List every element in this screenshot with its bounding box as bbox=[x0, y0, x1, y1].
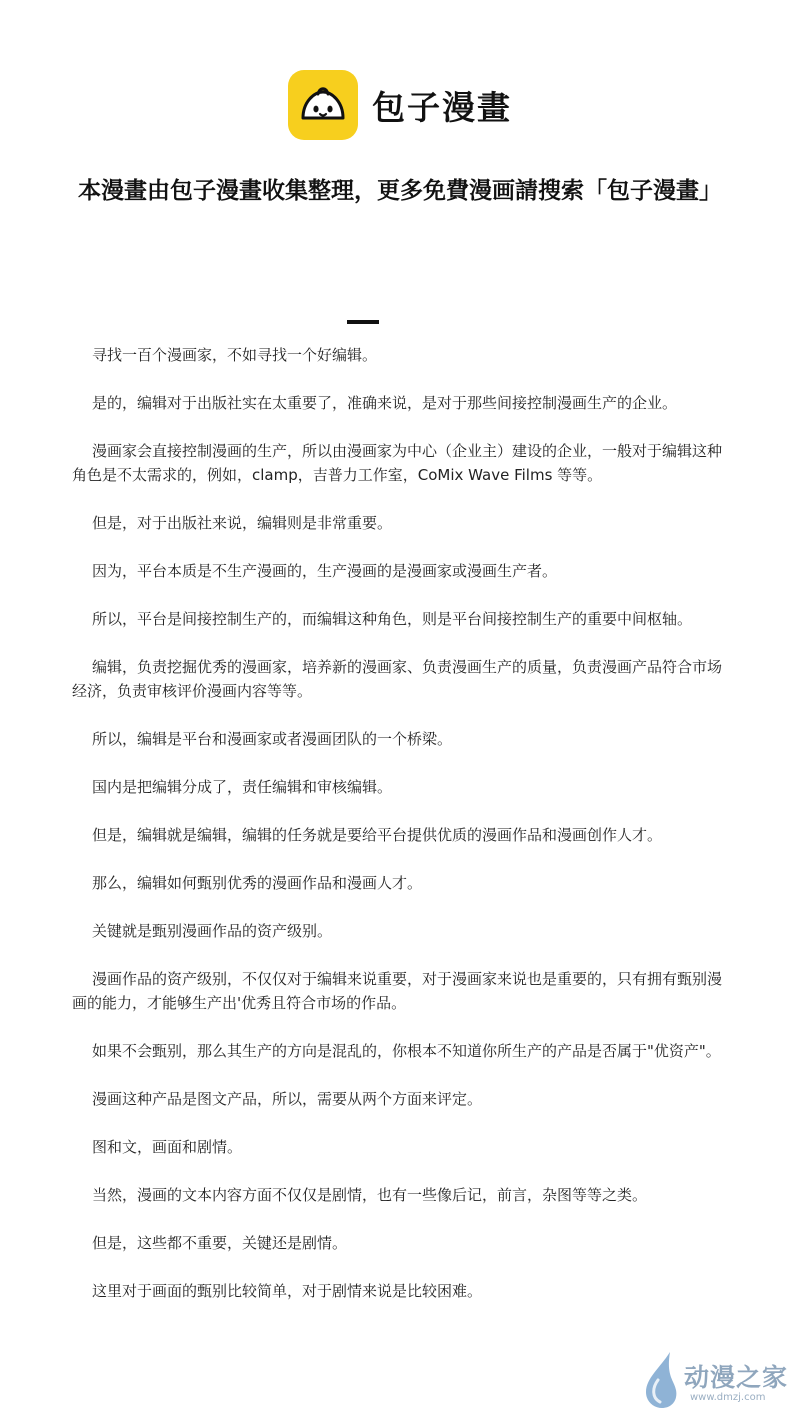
water-drop-icon bbox=[640, 1350, 684, 1410]
article-paragraph: 图和文，画面和剧情。 bbox=[92, 1138, 243, 1156]
collection-notice: 本漫畫由包子漫畫收集整理，更多免費漫画請搜索「包子漫畫」 bbox=[78, 178, 722, 204]
article-paragraph: 国内是把编辑分成了，责任编辑和审核编辑。 bbox=[92, 778, 393, 796]
brand-name: 包子漫畫 bbox=[372, 87, 512, 127]
article-paragraph: 但是，编辑就是编辑，编辑的任务就是要给平台提供优质的漫画作品和漫画创作人才。 bbox=[92, 826, 663, 844]
section-divider bbox=[347, 320, 379, 324]
article-paragraph: 是的，编辑对于出版社实在太重要了，准确来说，是对于那些间接控制漫画生产的企业。 bbox=[92, 394, 678, 412]
article-paragraph: 漫画作品的资产级别，不仅仅对于编辑来说重要，对于漫画家来说也是重要的，只有拥有甄别漫画的能力，才能够生产出'优秀且符合市场的作品。 bbox=[72, 970, 723, 1012]
article-paragraph: 如果不会甄别，那么其生产的方向是混乱的，你根本不知道你所生产的产品是否属于"优资产"。 bbox=[92, 1042, 721, 1060]
article-paragraph: 但是，对于出版社来说，编辑则是非常重要。 bbox=[92, 514, 393, 532]
article-body bbox=[72, 343, 732, 1327]
watermark-text: 动漫之家 bbox=[684, 1363, 789, 1392]
article-paragraph: 漫画这种产品是图文产品，所以，需要从两个方面来评定。 bbox=[92, 1090, 483, 1108]
article-paragraph: 因为，平台本质是不生产漫画的，生产漫画的是漫画家或漫画生产者。 bbox=[92, 562, 558, 580]
brand-header bbox=[0, 70, 800, 140]
article-paragraph: 编辑，负责挖掘优秀的漫画家，培养新的漫画家、负责漫画生产的质量，负责漫画产品符合市场经济，负责审核评价漫画内容等等。 bbox=[72, 658, 723, 700]
article-paragraph: 关键就是甄别漫画作品的资产级别。 bbox=[92, 922, 333, 940]
bun-face-icon bbox=[288, 70, 358, 140]
watermark-url: www.dmzj.com bbox=[690, 1392, 766, 1403]
article-paragraph: 所以，编辑是平台和漫画家或者漫画团队的一个桥梁。 bbox=[92, 730, 453, 748]
article-paragraph: 寻找一百个漫画家，不如寻找一个好编辑。 bbox=[92, 346, 378, 364]
article-paragraph: 所以，平台是间接控制生产的，而编辑这种角色，则是平台间接控制生产的重要中间枢轴。 bbox=[92, 610, 693, 628]
article-paragraph: 但是，这些都不重要，关键还是剧情。 bbox=[92, 1234, 348, 1252]
article-paragraph: 漫画家会直接控制漫画的生产，所以由漫画家为中心（企业主）建设的企业，一般对于编辑这种角色是不太需求的，例如，clamp，吉普力工作室，CoMix Wave Films 等等。 bbox=[72, 442, 723, 484]
article-paragraph: 这里对于画面的甄别比较简单，对于剧情来说是比较困难。 bbox=[92, 1282, 483, 1300]
article-paragraph: 那么，编辑如何甄别优秀的漫画作品和漫画人才。 bbox=[92, 874, 423, 892]
watermark bbox=[640, 1350, 792, 1410]
article-paragraph: 当然，漫画的文本内容方面不仅仅是剧情，也有一些像后记，前言，杂图等等之类。 bbox=[92, 1186, 648, 1204]
